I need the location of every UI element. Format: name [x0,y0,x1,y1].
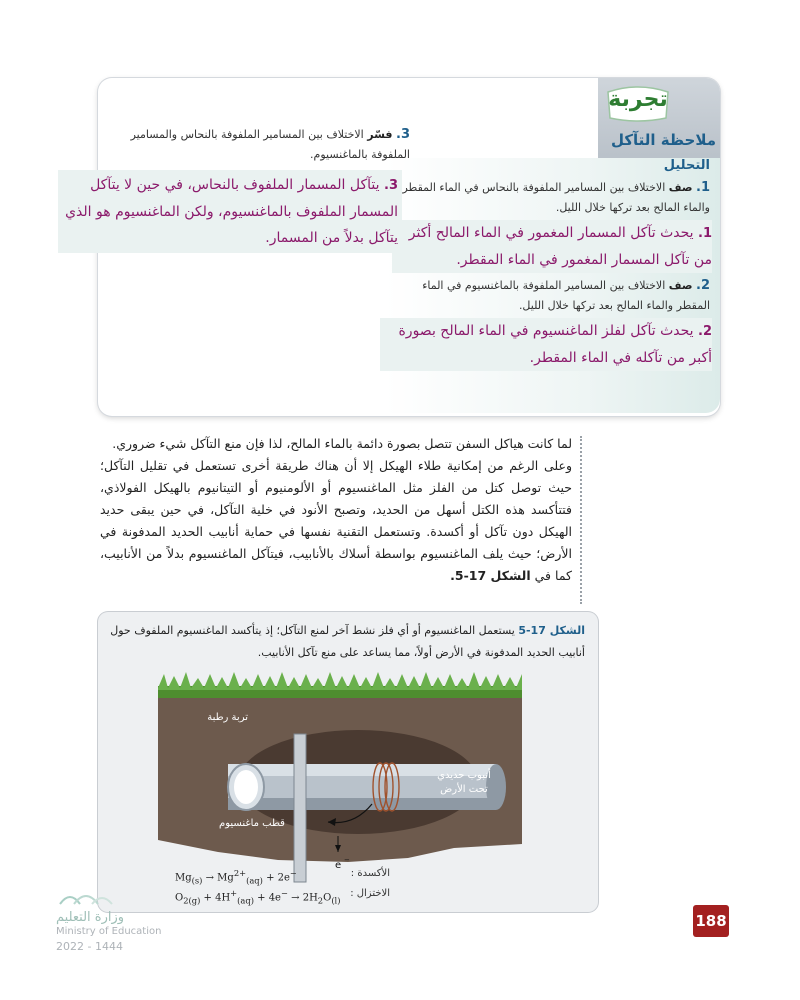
answer-2-text: يحدث تآكل لفلز الماغنسيوم في الماء المالح بصورة أكبر من تآكله في الماء المقطر. [398,323,712,366]
oxidation-label: الأكسدة : [350,868,390,879]
question-1-text: الاختلاف بين المسامير الملفوفة بالنحاس في الماء المقطر والماء المالح بعد تركها خلال الليل. [402,181,710,214]
figure-caption [110,620,585,664]
answer-2 [380,318,712,371]
answer-3-number: 3. [384,178,398,193]
answer-1-number: 1. [698,226,712,241]
reduction-label: الاختزال : [350,888,390,899]
question-2-number: 2. [696,278,710,293]
answer-3 [58,170,402,253]
question-1-verb: صف [668,181,693,194]
pipe-label-line-2: تحت الأرض [440,784,488,795]
answer-1-text: يحدث تآكل المسمار المغمور في الماء المالح أكثر من تآكل المسمار المغمور في الماء المقطر. [408,225,712,268]
answer-1 [392,220,712,273]
pipe-label-line-1: أنبوب حديدي [437,770,491,781]
ministry-name-english: Ministry of Education [56,926,162,937]
body-paragraphs [100,433,572,587]
answer-2-number: 2. [698,324,712,339]
question-1 [390,178,710,218]
electron-charge-sign: − [344,856,350,864]
experiment-badge: تجربة [608,87,668,112]
electron-label: e [335,860,342,871]
magnesium-anode-label: قطب ماغنسيوم [219,818,285,829]
pipe-scene [158,672,522,894]
answer-3-text: يتآكل المسمار الملفوف بالنحاس، في حين لا يتآكل المسمار الملفوف بالماغنسيوم، ولكن الماغنسيوم هو الذي يتآكل بدلاً من المسمار. [65,177,398,246]
analysis-title: التحليل [663,158,710,173]
figure-caption-text: يستعمل الماغنسيوم أو أي فلز نشط آخر لمنع التآكل؛ إذ يتأكسد الماغنسيوم الملفوف حول أنابيب الحديد المدفونة في الأرض أولاً، مما يساعد على منع تآكل الأنابيب. [110,624,585,659]
oxidation-equation: $Mg_{(s)} \to Mg^{2+}_{(aq)} + 2e^-$ [175,868,297,886]
ministry-name-arabic: وزارة التعليم [56,910,125,925]
experiment-title: ملاحظة التآكل [610,131,716,149]
question-3 [110,125,410,165]
soil-label: تربة رطبة [207,712,248,723]
reduction-equation: $O_{2(g)} + 4H^+_{(aq)} + 4e^- \to 2H_2O_{(l)}$ [175,888,341,906]
question-3-verb: فسّر [367,128,393,141]
question-1-number: 1. [696,180,710,195]
margin-rule [580,436,582,604]
question-3-text: الاختلاف بين المسامير الملفوفة بالنحاس والمسامير الملفوفة بالماغنسيوم. [130,128,410,161]
figure-label: الشكل 17-5 [518,624,585,637]
question-2-text: الاختلاف بين المسامير الملفوفة بالماغنسيوم في الماء المقطر والماء المالح بعد تركها خلال الليل. [422,279,710,312]
ministry-year: 2022 - 1444 [56,940,123,953]
ministry-logo-icon [56,888,116,910]
body-paragraph-2 [100,455,572,587]
figure-reference[interactable]: الشكل 17-5. [450,568,531,583]
page-number: 188 [693,905,729,937]
body-paragraph-2-text: وعلى الرغم من إمكانية طلاء الهيكل إلا أن هناك طريقة أخرى تستعمل في تقليل التآكل؛ حيث توصل كتل من الفلز مثل الماغنسيوم أو الألومنيوم أو التيتانيوم بالهيكل الفولاذي، فتتأكسد هذه الكتل أسهل من الحديد، وتصبح الأنود في خلية التآكل، في حين يبقى حديد الهيكل دون تآكل أو أكسدة. وتستعمل التقنية نفسها في حماية أنابيب الحديد المدفونة في الأرض؛ حيث يلف الماغنسيوم بواسطة أسلاك بالأنابيب، فيتآكل الماغنسيوم بدلاً من الأنابيب، كما في [100,458,572,583]
magnesium-rod [294,734,306,882]
grass-strip [158,672,522,700]
question-3-number: 3. [396,127,410,142]
question-2 [390,276,710,316]
body-paragraph-1: لما كانت هياكل السفن تتصل بصورة دائمة بالماء المالح، لذا فإن منع التآكل شيء ضروري. [112,436,572,451]
question-2-verb: صف [668,279,693,292]
